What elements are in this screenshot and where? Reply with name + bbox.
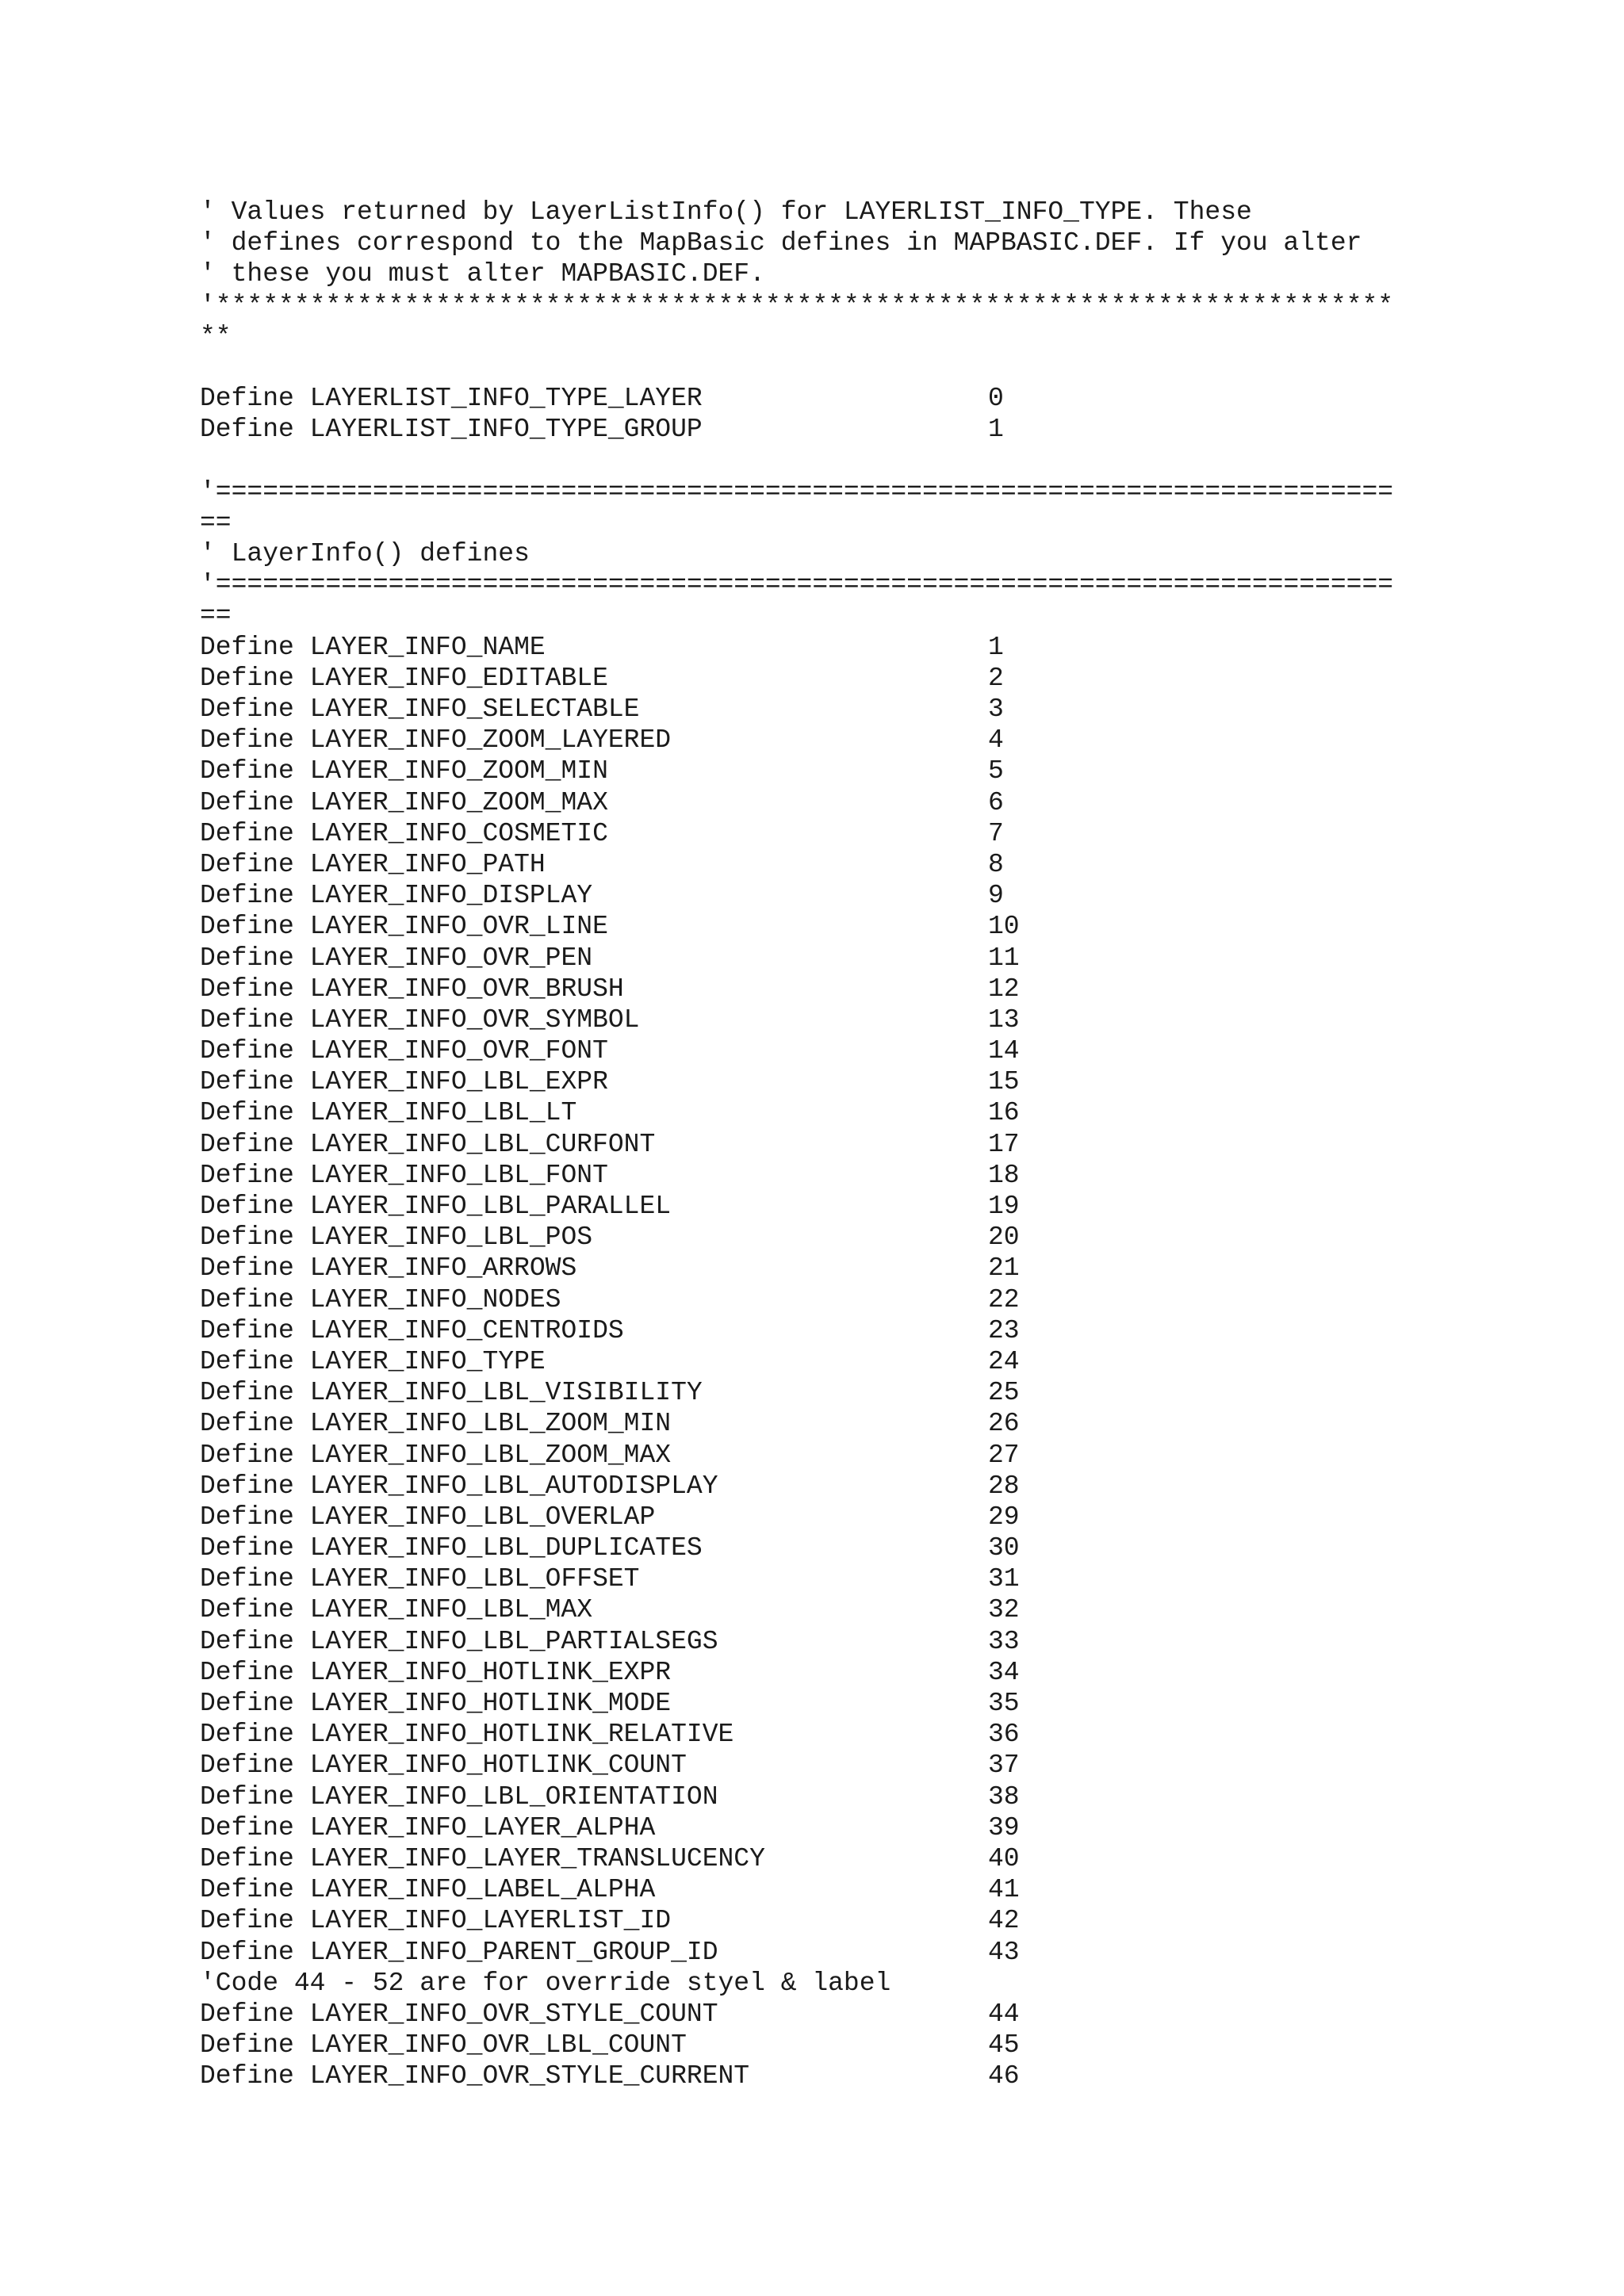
header-comment-block <box>200 197 1564 352</box>
define-name: Define LAYER_INFO_LAYERLIST_ID <box>200 1906 672 1936</box>
define-value: 1 <box>988 415 1004 445</box>
define-value: 6 <box>988 787 1004 817</box>
define-row <box>200 632 1564 663</box>
layerlist-defines <box>200 383 1564 445</box>
define-value: 25 <box>988 1378 1020 1408</box>
define-value: 21 <box>988 1253 1020 1284</box>
define-row <box>200 1160 1564 1191</box>
define-name: Define LAYER_INFO_LBL_ZOOM_MAX <box>200 1440 672 1470</box>
define-name: Define LAYER_INFO_LAYER_ALPHA <box>200 1812 656 1843</box>
define-name: Define LAYERLIST_INFO_TYPE_LAYER <box>200 384 703 414</box>
define-value: 28 <box>988 1471 1020 1501</box>
define-row <box>200 1253 1564 1284</box>
define-value: 0 <box>988 384 1004 414</box>
comment-line: ' Values returned by LayerListInfo() for LAYERLIST_INFO_TYPE. These <box>200 197 1252 227</box>
define-value: 5 <box>988 756 1004 786</box>
define-value: 29 <box>988 1502 1020 1532</box>
define-value: 39 <box>988 1812 1020 1843</box>
override-defines <box>200 1999 1564 2092</box>
define-value: 40 <box>988 1843 1020 1873</box>
define-name: Define LAYER_INFO_ZOOM_MAX <box>200 787 608 817</box>
define-row <box>200 818 1564 849</box>
define-row <box>200 756 1564 786</box>
define-name: Define LAYER_INFO_LABEL_ALPHA <box>200 1875 656 1905</box>
define-name: Define LAYER_INFO_LBL_MAX <box>200 1595 593 1625</box>
define-value: 8 <box>988 849 1004 879</box>
define-value: 4 <box>988 725 1004 756</box>
define-value: 37 <box>988 1751 1020 1781</box>
define-row <box>200 725 1564 756</box>
define-row <box>200 1533 1564 1563</box>
define-row <box>200 1812 1564 1843</box>
define-name: Define LAYER_INFO_LBL_DUPLICATES <box>200 1533 703 1563</box>
define-name: Define LAYER_INFO_ZOOM_LAYERED <box>200 725 672 756</box>
define-name: Define LAYER_INFO_LAYER_TRANSLUCENCY <box>200 1843 765 1873</box>
define-name: Define LAYER_INFO_OVR_LBL_COUNT <box>200 2030 687 2061</box>
define-row <box>200 1905 1564 1936</box>
define-row <box>200 1377 1564 1408</box>
define-row <box>200 1222 1564 1253</box>
define-row <box>200 694 1564 725</box>
define-row <box>200 1315 1564 1346</box>
define-row <box>200 1594 1564 1625</box>
layerinfo-defines <box>200 632 1564 1968</box>
define-row <box>200 1750 1564 1781</box>
define-value: 7 <box>988 818 1004 848</box>
define-value: 12 <box>988 974 1020 1004</box>
define-name: Define LAYER_INFO_OVR_SYMBOL <box>200 1004 640 1035</box>
define-row <box>200 1346 1564 1377</box>
define-value: 30 <box>988 1533 1020 1563</box>
define-name: Define LAYER_INFO_ZOOM_MIN <box>200 756 608 786</box>
define-row <box>200 1626 1564 1657</box>
define-value: 11 <box>988 943 1020 973</box>
define-row <box>200 1843 1564 1874</box>
define-row <box>200 1440 1564 1471</box>
define-name: Define LAYER_INFO_HOTLINK_COUNT <box>200 1751 687 1781</box>
define-name: Define LAYER_INFO_TYPE <box>200 1346 546 1376</box>
define-value: 27 <box>988 1440 1020 1470</box>
define-name: Define LAYER_INFO_OVR_STYLE_COUNT <box>200 1999 718 2029</box>
define-name: Define LAYER_INFO_LBL_PARALLEL <box>200 1192 672 1221</box>
comment-line: ' these you must alter MAPBASIC.DEF. <box>200 259 765 289</box>
define-name: Define LAYER_INFO_PATH <box>200 849 546 879</box>
define-name: Define LAYER_INFO_LBL_CURFONT <box>200 1129 656 1159</box>
define-value: 36 <box>988 1720 1020 1750</box>
define-name: Define LAYER_INFO_LBL_POS <box>200 1223 593 1253</box>
define-row <box>200 1999 1564 2030</box>
define-name: Define LAYER_INFO_LBL_AUTODISPLAY <box>200 1471 718 1501</box>
define-value: 31 <box>988 1564 1020 1594</box>
define-value: 22 <box>988 1284 1020 1314</box>
define-row <box>200 1408 1564 1439</box>
define-value: 2 <box>988 663 1004 693</box>
define-row <box>200 1781 1564 1812</box>
define-value: 13 <box>988 1004 1020 1035</box>
define-value: 18 <box>988 1160 1020 1190</box>
define-name: Define LAYER_INFO_NODES <box>200 1284 561 1314</box>
define-name: Define LAYER_INFO_LBL_OFFSET <box>200 1564 640 1594</box>
define-value: 41 <box>988 1875 1020 1905</box>
define-row <box>200 974 1564 1004</box>
define-row <box>200 1874 1564 1905</box>
define-name: Define LAYER_INFO_COSMETIC <box>200 818 608 848</box>
define-name: Define LAYER_INFO_LBL_ZOOM_MIN <box>200 1409 672 1439</box>
define-name: Define LAYER_INFO_LBL_EXPR <box>200 1067 608 1097</box>
define-name: Define LAYER_INFO_LBL_LT <box>200 1098 577 1128</box>
define-name: Define LAYER_INFO_HOTLINK_MODE <box>200 1689 672 1718</box>
define-value: 3 <box>988 695 1004 724</box>
define-row <box>200 2030 1564 2061</box>
define-value: 23 <box>988 1315 1020 1345</box>
define-value: 32 <box>988 1595 1020 1625</box>
define-value: 19 <box>988 1192 1020 1221</box>
define-value: 1 <box>988 632 1004 662</box>
define-name: Define LAYER_INFO_LBL_PARTIALSEGS <box>200 1626 718 1656</box>
define-row <box>200 663 1564 694</box>
define-row <box>200 1719 1564 1750</box>
define-row <box>200 1688 1564 1719</box>
define-name: Define LAYERLIST_INFO_TYPE_GROUP <box>200 415 703 445</box>
define-name: Define LAYER_INFO_HOTLINK_RELATIVE <box>200 1720 734 1750</box>
define-row <box>200 911 1564 942</box>
override-comment: 'Code 44 - 52 are for override styel & label <box>200 1968 891 1998</box>
define-row <box>200 1657 1564 1688</box>
define-row <box>200 1066 1564 1097</box>
define-name: Define LAYER_INFO_LBL_ORIENTATION <box>200 1781 718 1812</box>
define-row <box>200 414 1564 445</box>
define-value: 17 <box>988 1129 1020 1159</box>
define-value: 15 <box>988 1067 1020 1097</box>
equals-rule: '=========================================================================== <box>200 570 1394 600</box>
define-name: Define LAYER_INFO_CENTROIDS <box>200 1315 624 1345</box>
define-row <box>200 1284 1564 1315</box>
define-value: 10 <box>988 912 1020 942</box>
define-value: 24 <box>988 1346 1020 1376</box>
define-value: 14 <box>988 1036 1020 1066</box>
define-value: 26 <box>988 1409 1020 1439</box>
define-value: 35 <box>988 1689 1020 1718</box>
define-row <box>200 1129 1564 1160</box>
define-value: 46 <box>988 2061 1020 2091</box>
define-row <box>200 1937 1564 1968</box>
define-row <box>200 1097 1564 1128</box>
define-value: 34 <box>988 1657 1020 1687</box>
define-value: 33 <box>988 1626 1020 1656</box>
define-name: Define LAYER_INFO_OVR_LINE <box>200 912 608 942</box>
define-name: Define LAYER_INFO_PARENT_GROUP_ID <box>200 1937 718 1967</box>
define-row <box>200 849 1564 880</box>
define-row <box>200 880 1564 911</box>
define-name: Define LAYER_INFO_OVR_STYLE_CURRENT <box>200 2061 750 2091</box>
define-row <box>200 787 1564 818</box>
define-row <box>200 1191 1564 1222</box>
asterisk-rule-tail: ** <box>200 321 232 351</box>
define-value: 38 <box>988 1781 1020 1812</box>
define-name: Define LAYER_INFO_SELECTABLE <box>200 695 640 724</box>
define-row <box>200 1035 1564 1066</box>
equals-rule-tail: == <box>200 507 232 538</box>
equals-rule-tail: == <box>200 601 232 631</box>
define-row <box>200 1563 1564 1594</box>
section-banner <box>200 476 1564 632</box>
define-name: Define LAYER_INFO_OVR_FONT <box>200 1036 608 1066</box>
blank-line <box>200 352 1564 383</box>
define-row <box>200 383 1564 414</box>
define-row <box>200 2061 1564 2091</box>
define-name: Define LAYER_INFO_LBL_VISIBILITY <box>200 1378 703 1408</box>
define-name: Define LAYER_INFO_OVR_PEN <box>200 943 593 973</box>
section-title: ' LayerInfo() defines <box>200 539 530 569</box>
define-value: 43 <box>988 1937 1020 1967</box>
define-value: 42 <box>988 1906 1020 1936</box>
define-name: Define LAYER_INFO_LBL_FONT <box>200 1160 608 1190</box>
define-name: Define LAYER_INFO_HOTLINK_EXPR <box>200 1657 672 1687</box>
define-name: Define LAYER_INFO_NAME <box>200 632 546 662</box>
define-name: Define LAYER_INFO_LBL_OVERLAP <box>200 1502 656 1532</box>
define-value: 45 <box>988 2030 1020 2061</box>
define-name: Define LAYER_INFO_DISPLAY <box>200 881 593 911</box>
define-name: Define LAYER_INFO_ARROWS <box>200 1253 577 1284</box>
define-row <box>200 1502 1564 1533</box>
define-value: 9 <box>988 881 1004 911</box>
asterisk-rule: '*************************************************************************** <box>200 290 1394 320</box>
equals-rule: '=========================================================================== <box>200 476 1394 507</box>
blank-line <box>200 446 1564 476</box>
define-value: 16 <box>988 1098 1020 1128</box>
define-value: 20 <box>988 1223 1020 1253</box>
define-name: Define LAYER_INFO_OVR_BRUSH <box>200 974 624 1004</box>
define-row <box>200 1004 1564 1035</box>
define-name: Define LAYER_INFO_EDITABLE <box>200 663 608 693</box>
define-row <box>200 943 1564 974</box>
define-value: 44 <box>988 1999 1020 2029</box>
document-page <box>200 197 1564 2091</box>
comment-line: ' defines correspond to the MapBasic defines in MAPBASIC.DEF. If you alter <box>200 228 1362 258</box>
define-row <box>200 1471 1564 1502</box>
